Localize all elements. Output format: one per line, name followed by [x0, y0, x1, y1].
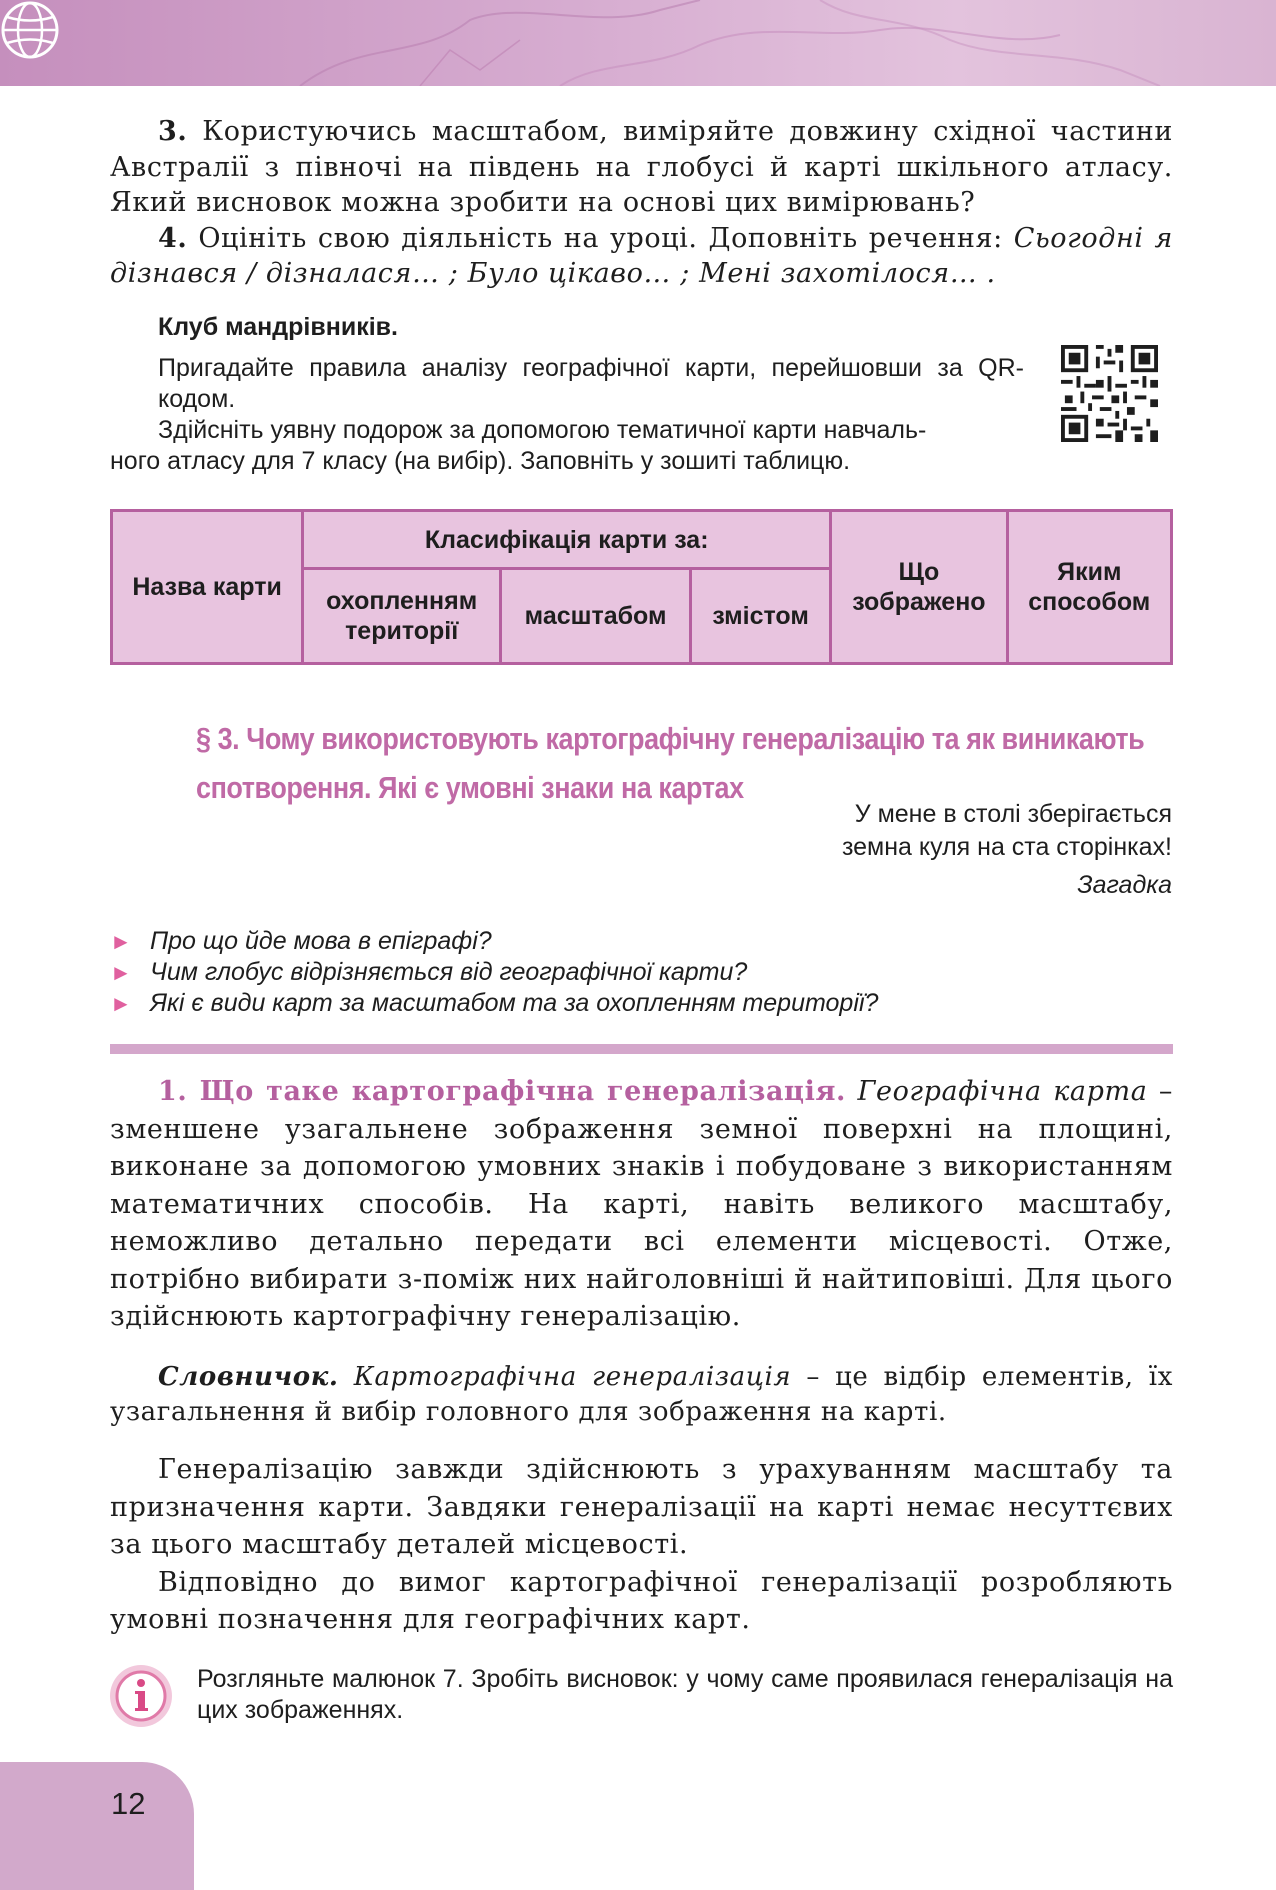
question-item	[110, 926, 878, 957]
travelers-club	[110, 312, 1024, 477]
task-4-italic: Сьогодні я дізнався / дізналася… ; Було цікаво… ; Мені захотілося… .	[110, 222, 1173, 289]
map-texture	[0, 0, 1276, 86]
subsection-heading: 1. Що таке картографічна генералізація.	[158, 1076, 847, 1107]
epigraph-source: Загадка	[1077, 871, 1172, 899]
question-text: Чим глобус відрізняється від географічної карти?	[150, 958, 748, 986]
page-number-tab	[0, 1762, 194, 1890]
glossary-paragraph	[110, 1360, 1173, 1430]
epigraph-line-2: земна куля на ста сторінках!	[841, 833, 1172, 861]
task-3-text: Користуючись масштабом, виміряйте довжину східної частини Австралії з півночі на південь на глобусі й карті шкільного атласу. Який висновок можна зробити на основі цих вимірювань?	[110, 116, 1173, 218]
qr-code-icon[interactable]	[1061, 345, 1158, 442]
body-paragraph-1-text: – зменшене узагальнене зображення земної поверхні на площині, виконане за допомогою умовних знаків і побудоване з використанням математичних способів. На карті, навіть великого масштабу, неможливо детально передати всі елементи місцевості. Отже, потрібно вибирати з-поміж них найголовніші й найтиповіші. Для цього здійснюють картографічну генералізацію.	[110, 1076, 1173, 1332]
club-paragraph-2b: ного атласу для 7 класу (на вибір). Заповніть у зошиті таблицю.	[110, 447, 851, 475]
term-geographic-map: Географічна карта	[857, 1076, 1148, 1107]
table-header-what: Що зображено	[831, 511, 1007, 664]
section-title-line-2: спотворення. Які є умовні знаки на картах	[196, 770, 744, 805]
arrow-right-icon: ►	[110, 960, 132, 985]
body-block-2	[110, 1451, 1173, 1639]
epigraph	[842, 798, 1172, 902]
glossary	[110, 1360, 1173, 1430]
epigraph-line-1: У мене в столі зберігається	[854, 800, 1172, 828]
divider	[110, 1044, 1173, 1054]
arrow-right-icon: ►	[110, 991, 132, 1016]
page-number: 12	[111, 1786, 146, 1821]
question-item	[110, 988, 878, 1019]
table-header-how: Яким способом	[1007, 511, 1171, 664]
club-paragraph-2: Здійсніть уявну подорож за допомогою тематичної карти навчаль-	[158, 416, 927, 444]
header-band	[0, 0, 1276, 86]
globe-icon	[0, 0, 60, 60]
classification-table	[110, 509, 1173, 665]
task-4-text: Оцініть свою діяльність на уроці. Доповніть речення:	[187, 222, 1014, 254]
task-4	[110, 221, 1173, 292]
body-paragraph-2: Генералізацію завжди здійснюють з урахуванням масштабу та призначення карти. Завдяки генералізації на карті немає несуттєвих за цього масштабу деталей місцевості.	[110, 1454, 1173, 1560]
body-block-1	[110, 1073, 1173, 1336]
section-title-line-1: § 3. Чому використовують картографічну генералізацію та як виникають	[196, 721, 1145, 756]
glossary-term: Картографічна генералізація	[353, 1362, 792, 1392]
table-header-coverage: охопленням території	[303, 569, 501, 664]
arrow-right-icon: ►	[110, 929, 132, 954]
club-paragraph-1: Пригадайте правила аналізу географічної карти, перейшовши за QR-кодом.	[158, 354, 1024, 413]
table-header-scale: масштабом	[501, 569, 691, 664]
tasks-block	[110, 114, 1173, 292]
question-text: Про що йде мова в епіграфі?	[150, 927, 492, 955]
table-header-content: змістом	[691, 569, 831, 664]
question-item	[110, 957, 878, 988]
info-note-text: Розгляньте малюнок 7. Зробіть висновок: у чому саме проявилася генералізація на цих зображеннях.	[197, 1665, 1173, 1724]
question-list	[110, 926, 878, 1019]
body-paragraph-1	[110, 1073, 1173, 1336]
body-paragraph-3: Відповідно до вимог картографічної генералізації розробляють умовні позначення для географічних карт.	[110, 1566, 1173, 1635]
glossary-label: Словничок.	[158, 1362, 339, 1392]
task-3	[110, 114, 1173, 221]
club-title: Клуб мандрівників.	[158, 313, 398, 341]
task-4-number: 4.	[158, 222, 188, 254]
table-header-map-name: Назва карти	[112, 511, 303, 664]
task-3-number: 3.	[158, 116, 188, 147]
info-icon	[108, 1663, 174, 1729]
glossary-text: – це відбір елементів, їх узагальнення й вибір головного для зображення на карті.	[110, 1362, 1173, 1427]
table-header-classification: Класифікація карти за:	[303, 511, 831, 569]
question-text: Які є види карт за масштабом та за охопленням території?	[150, 989, 879, 1017]
